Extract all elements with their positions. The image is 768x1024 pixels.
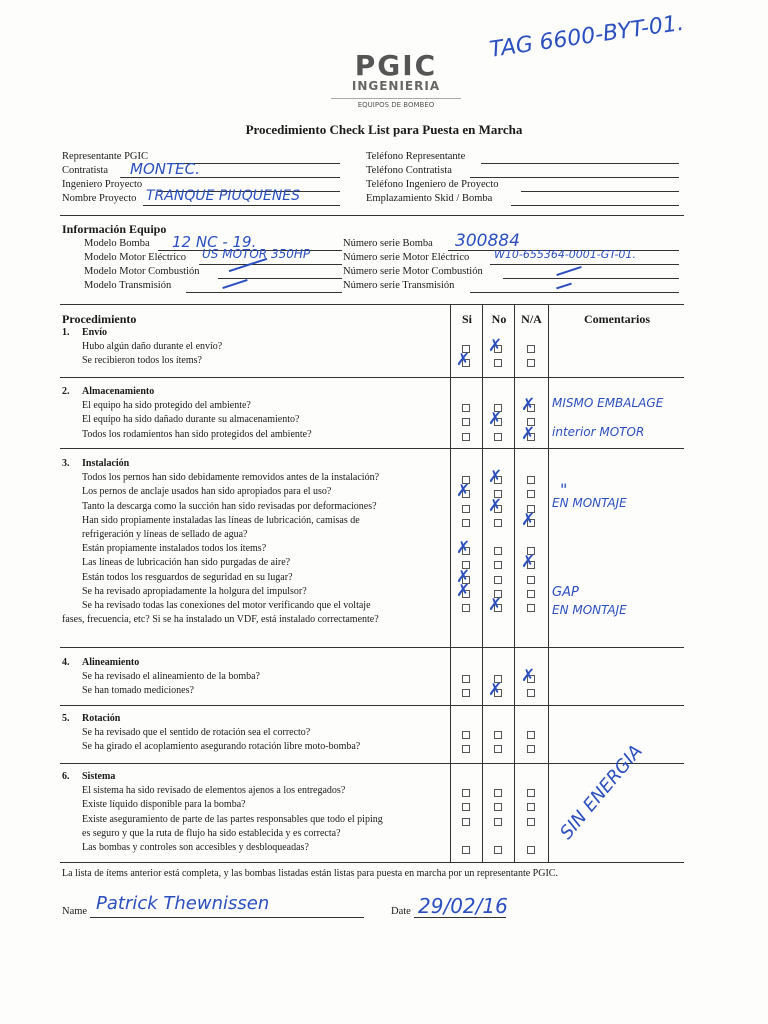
pgic-logo: [322, 49, 470, 109]
label-ingeniero: Ingeniero Proyecto: [62, 179, 143, 190]
section-divider: [60, 377, 684, 378]
dash-mark: [556, 266, 581, 276]
checkbox-na[interactable]: [527, 689, 535, 697]
field-nombre-proyecto-line: [143, 205, 340, 206]
section-number: 4.: [62, 657, 70, 668]
label-serie-bomba: Número serie Bomba: [343, 238, 433, 249]
checklist-item: Se ha revisado que el sentido de rotación sea el correcto?: [82, 727, 311, 739]
check-mark-na: ✗: [521, 395, 536, 416]
label-tel-ingeniero: Teléfono Ingeniero de Proyecto: [366, 179, 499, 190]
check-mark-si: ✗: [456, 566, 471, 587]
checklist-item: Los pernos de anclaje usados han sido apropiados para el uso?: [82, 486, 332, 498]
checklist-item: Existe aseguramiento de parte de las partes responsables que todo el piping: [82, 813, 383, 825]
checkbox-no[interactable]: [494, 359, 502, 367]
checklist-item: Las líneas de lubricación han sido purgadas de aire?: [82, 557, 291, 569]
checklist-item: Están propiamente instalados todos los ítems?: [82, 543, 267, 555]
section-title: [62, 386, 154, 397]
checklist-item: El equipo ha sido protegido del ambiente?: [82, 400, 251, 412]
check-mark-no: ✗: [488, 495, 503, 516]
name-label: Name: [62, 906, 88, 917]
section-divider: [60, 763, 684, 764]
checklist-item: Tanto la descarga como la succión han sido revisadas por deformaciones?: [82, 500, 377, 512]
label-modelo-bomba: Modelo Bomba: [84, 238, 150, 249]
label-transmision: Modelo Transmisión: [84, 280, 172, 291]
section-heading: Rotación: [82, 713, 121, 724]
check-mark-na: ✗: [521, 509, 536, 530]
section-divider: [60, 647, 684, 648]
dash-mark: [222, 279, 247, 289]
field-serie-transmision: [470, 292, 679, 293]
checkbox-si[interactable]: [462, 745, 470, 753]
value-nombre-proyecto: TRANQUE PIUQUENES: [146, 188, 301, 204]
col-header-si: Si: [461, 312, 472, 326]
field-motor-electrico-line: [199, 264, 342, 265]
label-nombre-proyecto: Nombre Proyecto: [62, 193, 137, 204]
checkbox-si[interactable]: [462, 433, 470, 441]
checklist-item-continued: fases, frecuencia, etc? Si se ha instalado un VDF, está instalado correctamente?: [62, 614, 379, 626]
checklist-item: Se ha revisado el alineamiento de la bomba?: [82, 671, 260, 683]
checkbox-si[interactable]: [462, 675, 470, 683]
comment-gap: GAP: [552, 585, 579, 600]
field-serie-motor-electrico-line: [490, 264, 679, 265]
checkbox-no[interactable]: [494, 561, 502, 569]
checklist-item: Hubo algún daño durante el envío?: [82, 341, 223, 353]
section-title: [62, 771, 115, 782]
checkbox-si[interactable]: [462, 803, 470, 811]
tag-number: TAG 6600-BYT-01.: [488, 10, 686, 63]
col-border: [514, 304, 515, 862]
label-motor-combustion: Modelo Motor Combustión: [84, 266, 200, 277]
check-mark-si: ✗: [456, 538, 471, 559]
section-number: 5.: [62, 713, 70, 724]
value-motor-electrico: US MOTOR 350HP: [202, 247, 311, 261]
comment-sin-energia: SIN ENERGIA: [556, 740, 647, 844]
check-mark-na: ✗: [521, 552, 536, 573]
checkbox-na[interactable]: [527, 803, 535, 811]
checkbox-na[interactable]: [527, 818, 535, 826]
checkbox-na[interactable]: [527, 590, 535, 598]
checklist-item-continued: refrigeración y líneas de sellado de agua?: [82, 529, 248, 540]
label-representante: Representante PGIC: [62, 151, 149, 162]
checkbox-na[interactable]: [527, 345, 535, 353]
value-serie-bomba: 300884: [455, 231, 520, 251]
checklist-item: Se ha girado el acoplamiento asegurando rotación libre moto-bomba?: [82, 741, 361, 753]
checklist-item: Se recibieron todos los ítems?: [82, 355, 202, 367]
checkbox-na[interactable]: [527, 476, 535, 484]
field-serie-motor-combustion: [503, 278, 679, 279]
checkbox-no[interactable]: [494, 803, 502, 811]
checkbox-si[interactable]: [462, 818, 470, 826]
label-tel-representante: Teléfono Representante: [366, 151, 466, 162]
date-value: 29/02/16: [418, 894, 508, 918]
divider: [60, 215, 684, 216]
section-divider: [60, 448, 684, 449]
checkbox-si[interactable]: [462, 689, 470, 697]
checkbox-no[interactable]: [494, 745, 502, 753]
dash-mark: [556, 283, 572, 290]
table-top-border: [60, 304, 684, 305]
checkbox-na[interactable]: [527, 359, 535, 367]
field-transmision: [186, 292, 342, 293]
section-number: 6.: [62, 771, 70, 782]
checkbox-si[interactable]: [462, 604, 470, 612]
checkbox-no[interactable]: [494, 576, 502, 584]
check-mark-no: ✗: [488, 409, 503, 430]
check-mark-no: ✗: [488, 680, 503, 701]
value-serie-motor-electrico: W10-655364-0001-GT-01.: [494, 248, 636, 261]
checklist-item: Se han tomado mediciones?: [82, 685, 194, 697]
checklist-item: Se ha revisado apropiadamente la holgura del impulsor?: [82, 585, 307, 597]
field-motor-combustion: [218, 278, 342, 279]
name-field: [90, 917, 364, 918]
section-divider: [60, 705, 684, 706]
section-number: 3.: [62, 458, 70, 469]
checkbox-no[interactable]: [494, 789, 502, 797]
comment-ditto: ": [560, 480, 568, 499]
logo-tagline: EQUIPOS DE BOMBEO: [357, 101, 435, 109]
check-mark-no: ✗: [488, 336, 503, 357]
checkbox-si[interactable]: [462, 519, 470, 527]
checkbox-na[interactable]: [527, 745, 535, 753]
section-heading: Instalación: [82, 458, 130, 469]
check-mark-no: ✗: [488, 595, 503, 615]
col-border: [482, 304, 483, 862]
checklist-item: Se ha revisado todas las conexiones del motor verificando que el voltaje: [82, 600, 371, 611]
section-heading: Alineamiento: [82, 657, 140, 668]
label-serie-motor-combustion: Número serie Motor Combustión: [343, 266, 483, 277]
checklist-item: Las bombas y controles son accesibles y desbloqueadas?: [82, 842, 309, 853]
comment-interior-motor: interior MOTOR: [552, 425, 645, 439]
checkbox-no[interactable]: [494, 433, 502, 441]
label-emplazamiento: Emplazamiento Skid / Bomba: [366, 193, 493, 204]
value-modelo-bomba: 12 NC - 19.: [172, 233, 257, 251]
section-heading: Sistema: [82, 771, 116, 782]
checkbox-no[interactable]: [494, 547, 502, 555]
logo-main: PGIC: [354, 49, 438, 82]
check-mark-si: ✗: [456, 350, 471, 371]
field-emplazamiento: [511, 205, 679, 206]
checkbox-na[interactable]: [527, 490, 535, 498]
checklist-item: Todos los rodamientos han sido protegidos del ambiente?: [82, 428, 312, 440]
col-header-no: No: [491, 312, 507, 326]
label-serie-transmision: Número serie Transmisión: [343, 280, 455, 291]
checklist-item: Han sido propiamente instaladas las líneas de lubricación, camisas de: [82, 514, 360, 526]
col-header-comentarios: Comentarios: [584, 312, 650, 326]
checkbox-na[interactable]: [527, 789, 535, 797]
section-title: [62, 713, 120, 724]
page-title: Procedimiento Check List para Puesta en Marcha: [245, 122, 523, 137]
label-serie-motor-electrico: Número serie Motor Eléctrico: [343, 252, 470, 263]
logo-divider: [331, 98, 461, 99]
checkbox-si[interactable]: [462, 404, 470, 412]
field-tel-representante: [481, 163, 679, 164]
field-tel-ingeniero: [521, 191, 679, 192]
checklist-item: Todos los pernos han sido debidamente removidos antes de la instalación?: [82, 472, 380, 484]
checkbox-na[interactable]: [527, 576, 535, 584]
check-mark-na: ✗: [521, 666, 536, 687]
checkbox-na[interactable]: [527, 604, 535, 612]
section-title: [62, 327, 107, 338]
section-title: [62, 458, 129, 469]
checklist-item: Existe líquido disponible para la bomba?: [82, 799, 246, 811]
col-border: [450, 304, 451, 862]
checkbox-na[interactable]: [527, 846, 535, 854]
checklist-item: El sistema ha sido revisado de elementos ajenos a los entregados?: [82, 785, 346, 797]
checkbox-na[interactable]: [527, 731, 535, 739]
label-tel-contratista: Teléfono Contratista: [366, 165, 452, 176]
equipment-heading: Información Equipo: [62, 222, 167, 236]
check-mark-na: ✗: [521, 423, 536, 444]
comment-en-montaje-1: EN MONTAJE: [552, 496, 627, 510]
section-number: 1.: [62, 327, 70, 338]
section-number: 2.: [62, 386, 70, 397]
comment-en-montaje-2: EN MONTAJE: [552, 603, 627, 617]
checkbox-si[interactable]: [462, 731, 470, 739]
col-header-procedimiento: Procedimiento: [62, 312, 137, 326]
checkbox-no[interactable]: [494, 519, 502, 527]
checkbox-si[interactable]: [462, 789, 470, 797]
checkbox-no[interactable]: [494, 818, 502, 826]
checkbox-si[interactable]: [462, 418, 470, 426]
field-tel-contratista: [470, 177, 679, 178]
checkbox-si[interactable]: [462, 846, 470, 854]
section-heading: Almacenamiento: [82, 386, 155, 397]
check-mark-si: ✗: [456, 481, 471, 502]
completion-statement: La lista de ítems anterior está completa, y las bombas listadas están listas para puesta en marcha por un representante PGIC.: [62, 868, 558, 879]
checkbox-si[interactable]: [462, 505, 470, 513]
value-contratista: MONTEC.: [130, 160, 200, 178]
comment-mismo-embalage: MISMO EMBALAGE: [552, 396, 664, 410]
logo-sub: INGENIERIA: [351, 79, 441, 93]
section-heading: Envío: [82, 327, 108, 338]
checklist-item-continued: es seguro y que la ruta de flujo ha sido establecida y es correcta?: [82, 827, 341, 839]
label-contratista: Contratista: [62, 165, 109, 176]
checkbox-no[interactable]: [494, 846, 502, 854]
table-bottom-border: [60, 862, 684, 863]
check-mark-no: ✗: [488, 467, 503, 488]
col-header-na: N/A: [521, 312, 542, 326]
checklist-item: Están todos los resguardos de seguridad en su lugar?: [82, 571, 293, 583]
col-border: [548, 304, 549, 862]
section-title: [62, 657, 139, 668]
date-label: Date: [391, 906, 411, 917]
checklist-item: El equipo ha sido dañado durante su almacenamiento?: [82, 414, 300, 426]
signature-name: Patrick Thewnissen: [96, 893, 270, 914]
label-motor-electrico: Modelo Motor Eléctrico: [84, 252, 187, 263]
check-mark-si: ✗: [456, 580, 471, 601]
checkbox-no[interactable]: [494, 731, 502, 739]
